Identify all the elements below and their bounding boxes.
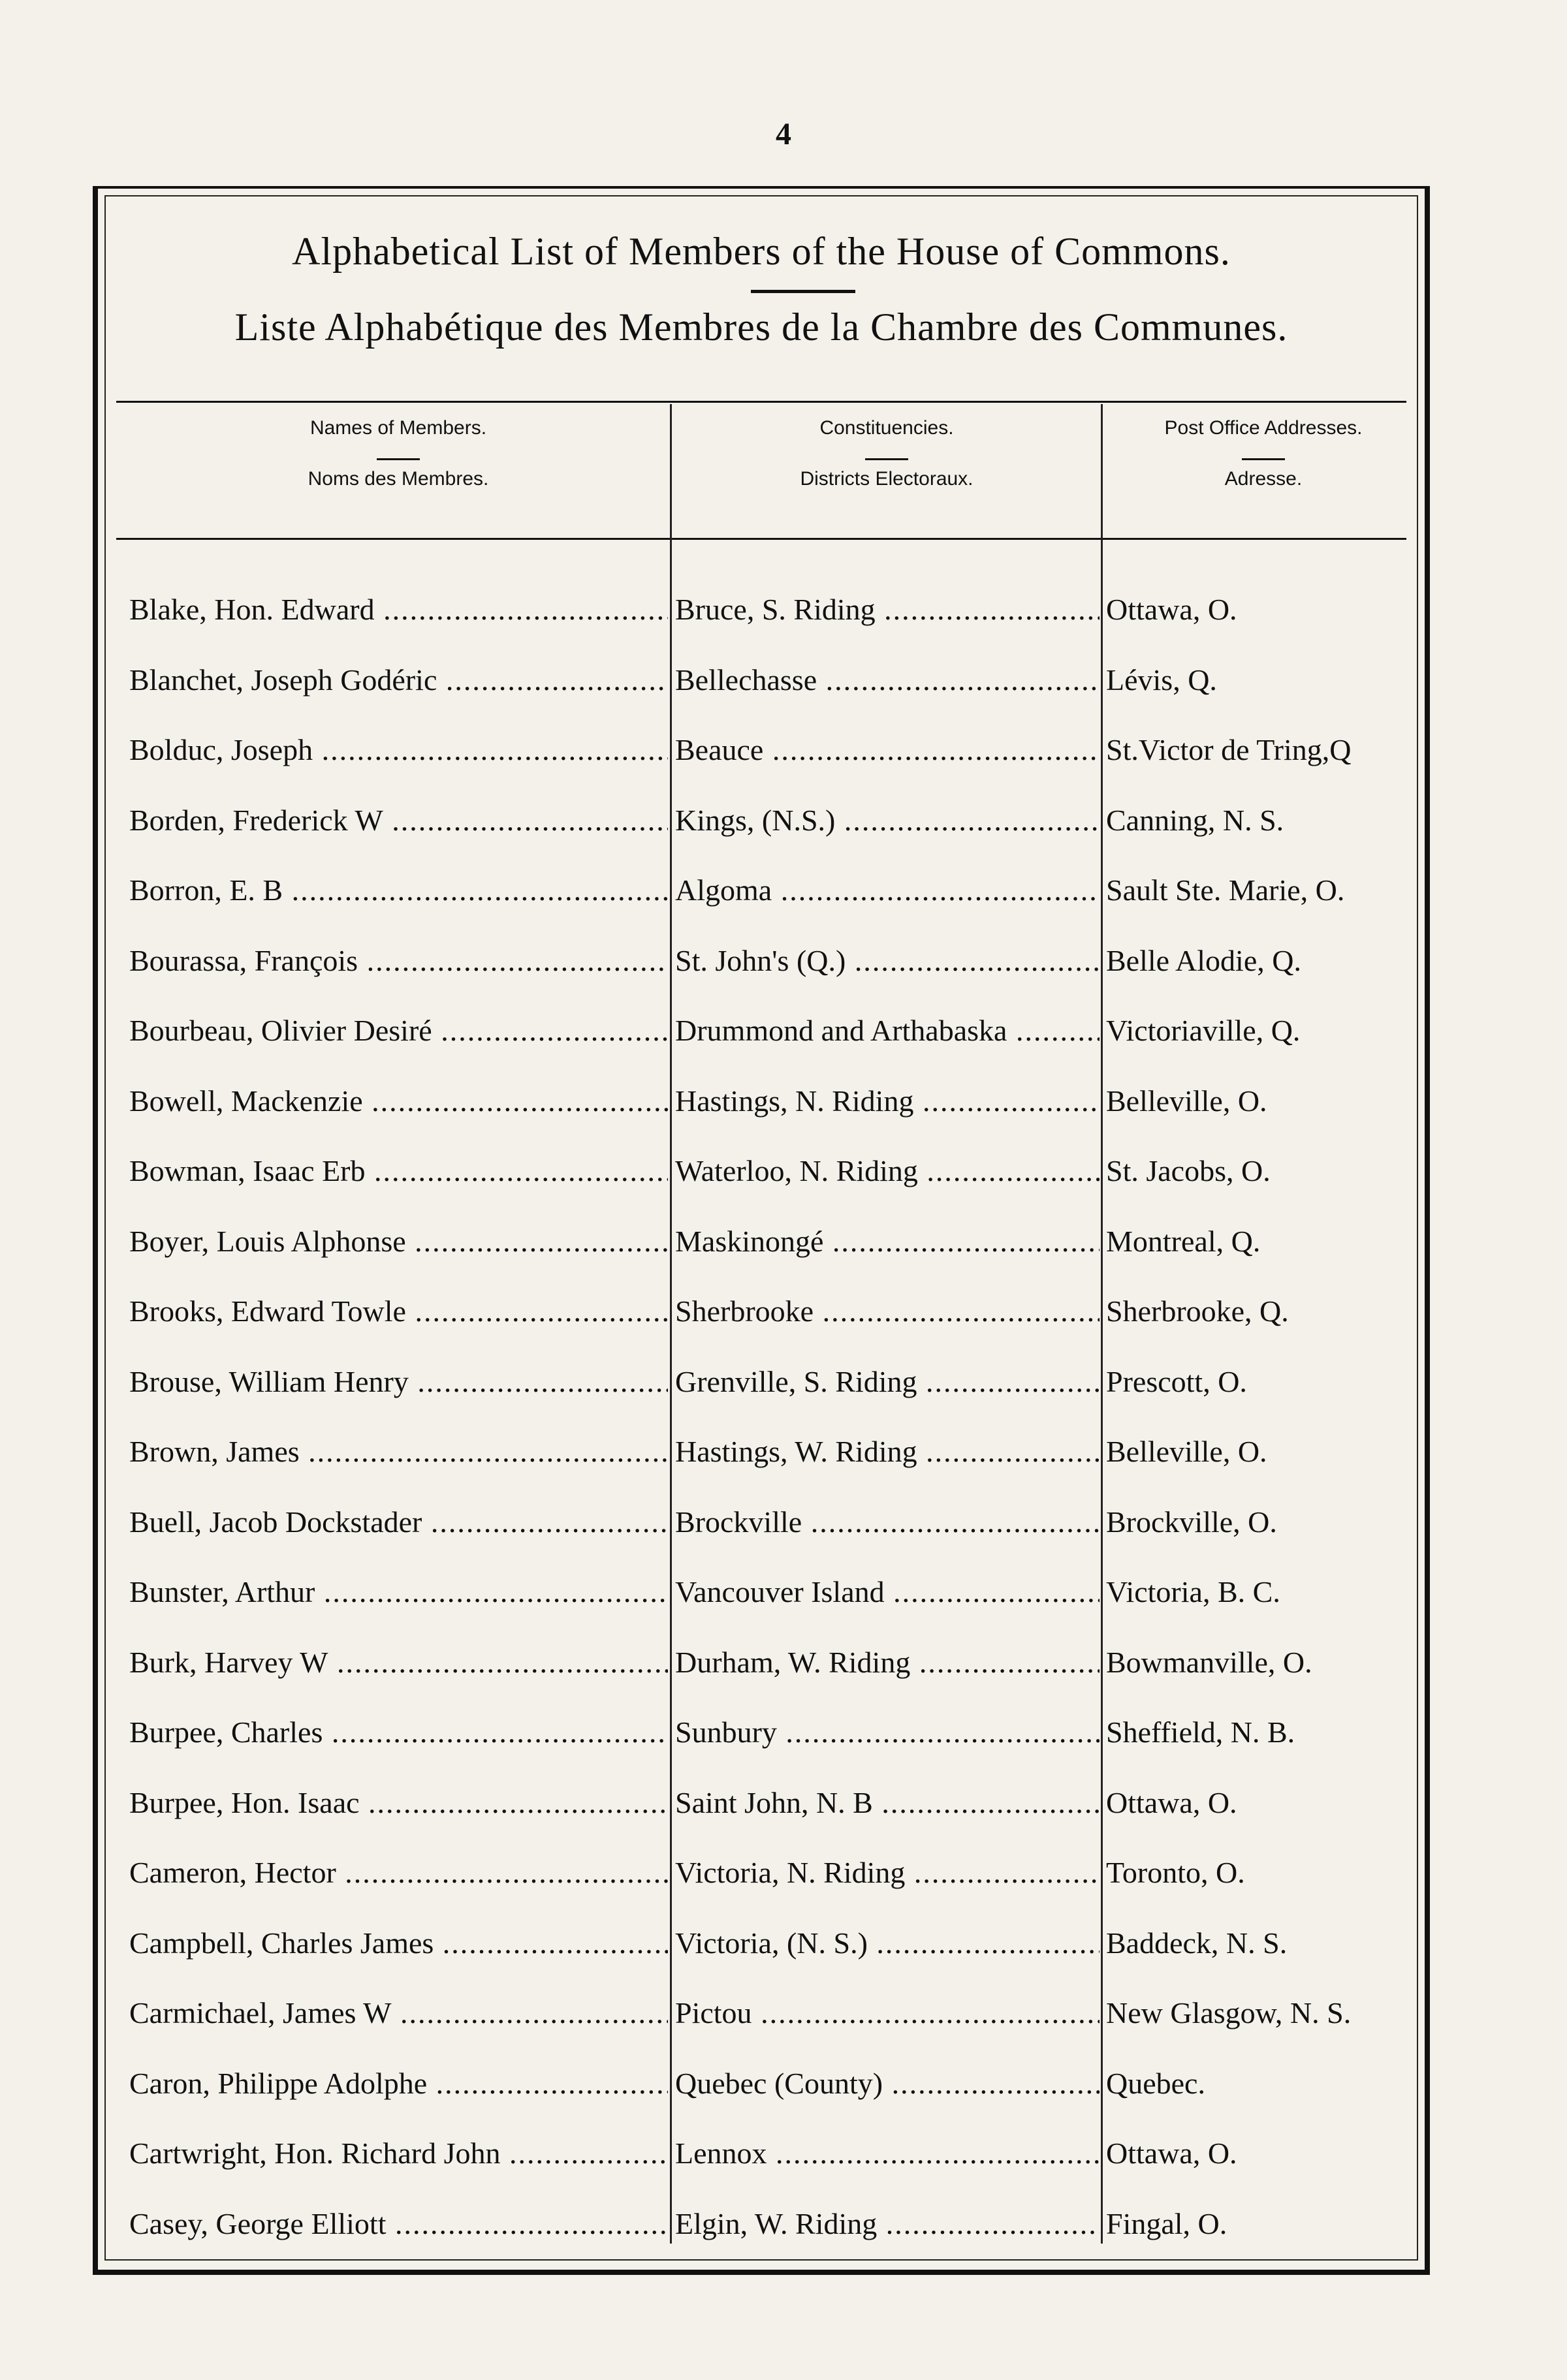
constituency: Sherbrooke ..... [675,1292,1100,1331]
member-name: Burpee, Charles ..... [129,1713,668,1752]
member-name: Borron, E. B ..... [129,871,668,910]
member-name: Brown, James ..... [129,1432,668,1471]
constituency: Bruce, S. Riding ..... [675,590,1100,629]
post-office-address: Toronto, O. [1106,1856,1245,1889]
table-row [98,1011,1417,1082]
column-header-constituencies-french: Districts Electoraux. [800,468,973,490]
table-row [98,1151,1417,1222]
constituency: Quebec (County) ..... [675,2064,1100,2103]
header-top-rule [116,401,1406,403]
column-header-rule [865,458,908,460]
post-office-address: Belle Alodie, Q. [1106,943,1301,977]
member-name: Brooks, Edward Towle ..... [129,1292,668,1331]
member-name: Buell, Jacob Dockstader ..... [129,1503,668,1542]
column-header-addresses [1103,417,1423,490]
column-header-rule [377,458,420,460]
member-name: Casey, George Elliott ..... [129,2204,668,2244]
post-office-address: St.Victor de Tring,Q [1106,733,1352,766]
post-office-address: Fingal, O. [1106,2206,1227,2240]
post-office-address: Sherbrooke, Q. [1106,1294,1289,1328]
constituency: Hastings, N. Riding ..... [675,1082,1100,1121]
members-list-frame [93,186,1430,2275]
title-divider [751,290,855,293]
post-office-address: St. Jacobs, O. [1106,1154,1271,1187]
member-name: Borden, Frederick W ..... [129,801,668,840]
constituency: Kings, (N.S.) ..... [675,801,1100,840]
title-english: Alphabetical List of Members of the House of Commons. [292,230,1231,273]
table-row [98,590,1417,661]
post-office-address: Belleville, O. [1106,1435,1267,1468]
post-office-address: Belleville, O. [1106,1084,1267,1118]
post-office-address: Sheffield, N. B. [1106,1715,1295,1749]
post-office-address: Brockville, O. [1106,1505,1277,1539]
constituency: Durham, W. Riding ..... [675,1643,1100,1682]
table-row [98,730,1417,801]
constituency: Lennox ..... [675,2134,1100,2173]
constituency: Sunbury ..... [675,1713,1100,1752]
constituency: Brockville ..... [675,1503,1100,1542]
table-row [98,1503,1417,1573]
constituency: Beauce ..... [675,730,1100,770]
constituency: Hastings, W. Riding ..... [675,1432,1100,1471]
column-header-constituencies [673,417,1101,490]
table-row [98,941,1417,1012]
table-row [98,1994,1417,2064]
constituency: Pictou ..... [675,1994,1100,2033]
constituency: Bellechasse ..... [675,661,1100,700]
member-name: Burpee, Hon. Isaac ..... [129,1783,668,1823]
post-office-address: Bowmanville, O. [1106,1645,1312,1679]
member-name: Blanchet, Joseph Godéric ..... [129,661,668,700]
constituency: Victoria, (N. S.) ..... [675,1924,1100,1963]
table-row [98,1643,1417,1714]
constituency: Algoma ..... [675,871,1100,910]
column-header-names-english: Names of Members. [309,417,487,439]
table-row [98,1713,1417,1783]
post-office-address: Quebec. [1106,2066,1205,2100]
table-row [98,2064,1417,2135]
table-row [98,1853,1417,1924]
member-name: Bowell, Mackenzie ..... [129,1082,668,1121]
constituency: Maskinongé ..... [675,1222,1100,1261]
column-header-names-french: Noms des Membres. [308,468,489,490]
constituency: Drummond and Arthabaska ..... [675,1011,1100,1050]
post-office-address: Baddeck, N. S. [1106,1926,1288,1960]
post-office-address: Ottawa, O. [1106,593,1237,626]
post-office-address: Montreal, Q. [1106,1224,1261,1258]
member-name: Bowman, Isaac Erb ..... [129,1151,668,1191]
column-header-names [137,417,659,490]
member-name: Bunster, Arthur ..... [129,1573,668,1612]
post-office-address: Ottawa, O. [1106,2137,1237,2170]
post-office-address: Lévis, Q. [1106,663,1217,697]
table-row [98,1924,1417,1994]
table-row [98,661,1417,731]
table-row [98,1573,1417,1643]
column-header-rule [1242,458,1285,460]
table-row [98,1432,1417,1503]
member-name: Carmichael, James W ..... [129,1994,668,2033]
page-number: 4 [776,117,791,151]
post-office-address: Victoriaville, Q. [1106,1014,1301,1047]
post-office-address: Prescott, O. [1106,1364,1247,1398]
post-office-address: Canning, N. S. [1106,803,1284,837]
member-name: Bourassa, François ..... [129,941,668,980]
constituency: Elgin, W. Riding ..... [675,2204,1100,2244]
column-header-addresses-english: Post Office Addresses. [1164,417,1363,439]
post-office-address: Sault Ste. Marie, O. [1106,873,1345,907]
member-name: Bolduc, Joseph ..... [129,730,668,770]
table-row [98,1082,1417,1152]
constituency: Victoria, N. Riding ..... [675,1853,1100,1892]
table-row [98,871,1417,941]
member-name: Cameron, Hector ..... [129,1853,668,1892]
member-name: Boyer, Louis Alphonse ..... [129,1222,668,1261]
table-row [98,2204,1417,2275]
header-bottom-rule [116,538,1406,540]
constituency: Vancouver Island ..... [675,1573,1100,1612]
column-header-addresses-french: Adresse. [1224,468,1303,490]
member-name: Bourbeau, Olivier Desiré ..... [129,1011,668,1050]
member-name: Caron, Philippe Adolphe ..... [129,2064,668,2103]
table-row [98,2134,1417,2204]
table-row [98,1292,1417,1362]
post-office-address: Victoria, B. C. [1106,1575,1280,1608]
table-row [98,1222,1417,1292]
member-name: Campbell, Charles James ..... [129,1924,668,1963]
constituency: Saint John, N. B ..... [675,1783,1100,1823]
table-row [98,801,1417,871]
member-name: Blake, Hon. Edward ..... [129,590,668,629]
post-office-address: New Glasgow, N. S. [1106,1996,1352,2029]
member-name: Brouse, William Henry ..... [129,1362,668,1401]
title-french: Liste Alphabétique des Membres de la Chambre des Communes. [234,305,1288,349]
constituency: Grenville, S. Riding ..... [675,1362,1100,1401]
column-header-constituencies-english: Constituencies. [819,417,954,439]
table-row [98,1783,1417,1854]
constituency: St. John's (Q.) ..... [675,941,1100,980]
member-name: Cartwright, Hon. Richard John ..... [129,2134,668,2173]
table-row [98,1362,1417,1433]
post-office-address: Ottawa, O. [1106,1785,1237,1819]
member-name: Burk, Harvey W ..... [129,1643,668,1682]
constituency: Waterloo, N. Riding ..... [675,1151,1100,1191]
